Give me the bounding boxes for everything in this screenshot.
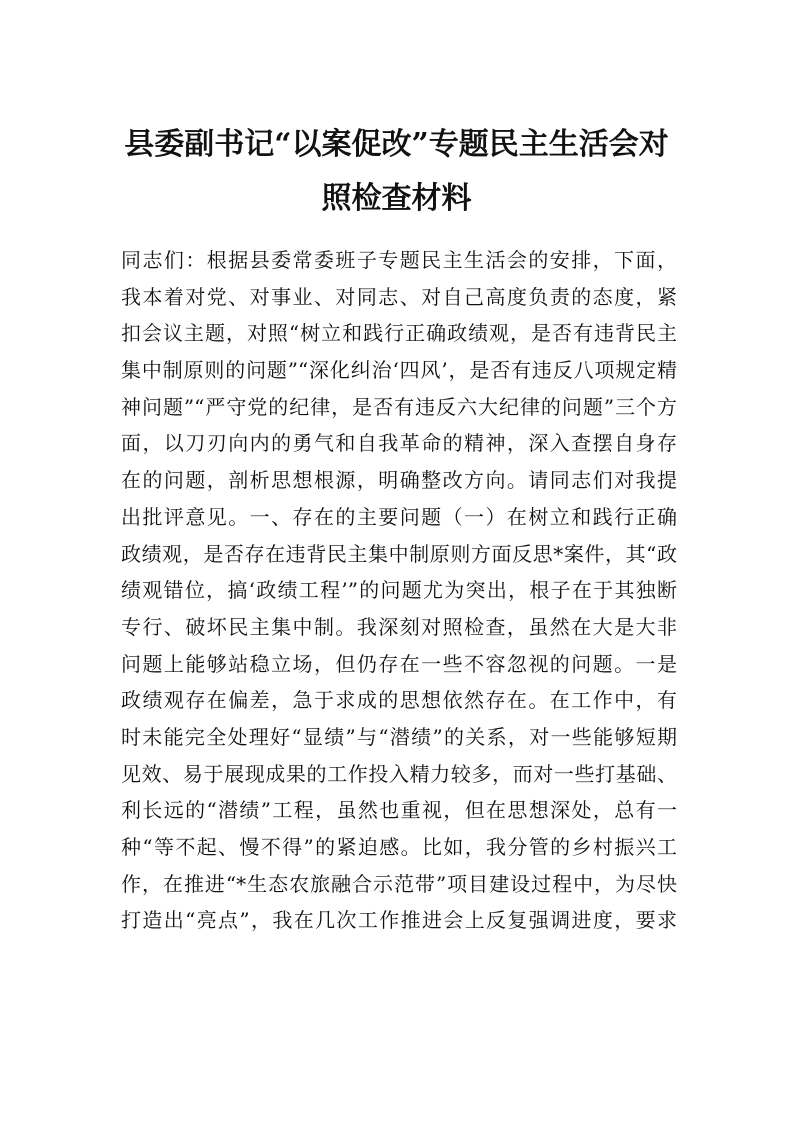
body-line: 政绩观，是否存在违背民主集中制原则方面反思*案件，其“政 xyxy=(121,541,677,566)
body-line: 面，以刀刃向内的勇气和自我革命的精神，深入查摆自身存 xyxy=(121,431,677,456)
body-line: 扣会议主题，对照“树立和践行正确政绩观，是否有违背民主 xyxy=(121,321,677,346)
document-body xyxy=(121,242,677,939)
document-title xyxy=(100,118,693,226)
body-line: 神问题”“严守党的纪律，是否有违反六大纪律的问题”三个方 xyxy=(121,394,677,419)
body-line: 打造出“亮点”，我在几次工作推进会上反复强调进度，要求 xyxy=(121,908,677,933)
body-line: 我本着对党、对事业、对同志、对自己高度负责的态度，紧 xyxy=(121,284,677,309)
body-line: 出批评意见。一、存在的主要问题（一）在树立和践行正确 xyxy=(121,504,677,529)
body-line: 利长远的“潜绩”工程，虽然也重视，但在思想深处，总有一 xyxy=(121,798,677,823)
body-line: 问题上能够站稳立场，但仍存在一些不容忽视的问题。一是 xyxy=(121,651,677,676)
body-line: 专行、破坏民主集中制。我深刻对照检查，虽然在大是大非 xyxy=(121,614,677,639)
body-line: 作，在推进“*生态农旅融合示范带”项目建设过程中，为尽快 xyxy=(121,871,677,896)
body-line: 见效、易于展现成果的工作投入精力较多，而对一些打基础、 xyxy=(121,761,677,786)
title-line-2: 照检查材料 xyxy=(321,181,472,216)
title-line-1: 县委副书记“以案促改”专题民主生活会对 xyxy=(124,127,669,162)
body-line: 在的问题，剖析思想根源，明确整改方向。请同志们对我提 xyxy=(121,468,677,493)
body-line: 同志们：根据县委常委班子专题民主生活会的安排，下面， xyxy=(121,248,677,272)
body-line: 绩观错位，搞‘政绩工程’”的问题尤为突出，根子在于其独断 xyxy=(121,578,677,603)
body-line: 时未能完全处理好“显绩”与“潜绩”的关系，对一些能够短期 xyxy=(121,724,677,749)
body-line: 种“等不起、慢不得”的紧迫感。比如，我分管的乡村振兴工 xyxy=(121,835,677,859)
body-line: 集中制原则的问题”“深化纠治‘四风’，是否有违反八项规定精 xyxy=(121,358,677,383)
body-line: 政绩观存在偏差，急于求成的思想依然存在。在工作中，有 xyxy=(121,688,677,713)
